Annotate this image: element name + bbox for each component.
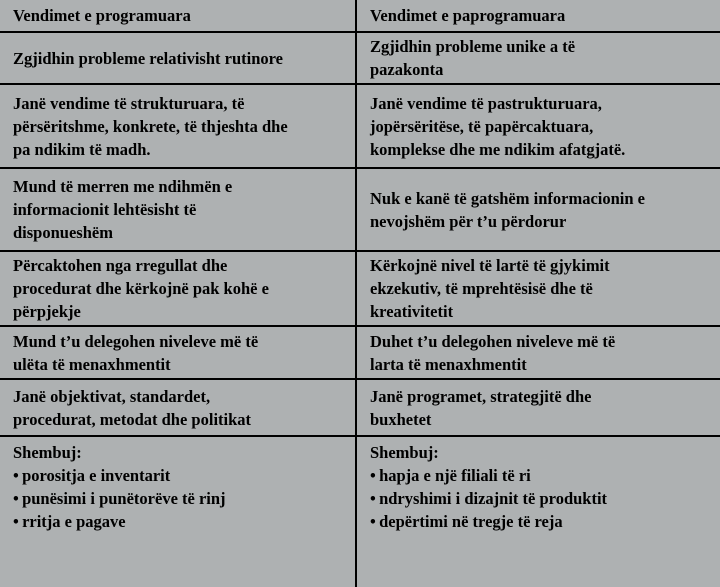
row-information-left xyxy=(0,169,355,250)
row-delegation-left xyxy=(0,327,355,378)
header-left-label: Vendimet e programuara xyxy=(13,6,191,25)
cell-text: larta të menaxhmentit xyxy=(370,354,527,374)
row-examples-left xyxy=(0,437,355,587)
cell-text: Mund t’u delegohen niveleve më të xyxy=(13,331,259,351)
cell-text: pa ndikim të madh. xyxy=(13,139,151,159)
header-unprogrammed-decisions xyxy=(357,0,720,31)
cell-text: përsëritshme, konkrete, të thjeshta dhe xyxy=(13,116,288,136)
cell-text: Janë vendime të pastrukturuara, xyxy=(370,93,602,113)
bullet-icon: • xyxy=(13,466,19,485)
row-structure-right xyxy=(357,85,720,167)
bullet-icon: • xyxy=(13,489,19,508)
row-policies-right xyxy=(357,380,720,435)
bullet-icon: • xyxy=(370,512,376,531)
cell-text: ulëta të menaxhmentit xyxy=(13,354,171,374)
row-information-right xyxy=(357,169,720,250)
bullet-icon: • xyxy=(370,466,376,485)
cell-text: procedurat dhe kërkojnë pak kohë e xyxy=(13,279,269,298)
cell-text: Janë objektivat, standardet, xyxy=(13,386,211,406)
example-text: punësimi i punëtorëve të rinj xyxy=(22,489,226,508)
example-item xyxy=(370,464,716,487)
cell-text: Nuk e kanë të gatshëm informacionin e xyxy=(370,188,645,208)
example-item xyxy=(13,510,349,533)
cell-text: jopërsëritëse, të papërcaktuara, xyxy=(370,116,594,136)
bullet-icon: • xyxy=(13,512,19,531)
cell-text: Janë vendime të strukturuara, të xyxy=(13,93,245,113)
cell-text: procedurat, metodat dhe politikat xyxy=(13,409,252,429)
example-text: depërtimi në tregje të reja xyxy=(379,512,563,531)
cell-text: informacionit lehtësisht të xyxy=(13,200,197,219)
cell-text: Përcaktohen nga rregullat dhe xyxy=(13,256,228,275)
cell-text: Zgjidhin probleme unike a të xyxy=(370,37,576,56)
header-programmed-decisions xyxy=(0,0,355,31)
examples-label: Shembuj: xyxy=(13,443,82,462)
example-text: porositja e inventarit xyxy=(22,466,171,485)
cell-text: komplekse dhe me ndikim afatgjatë. xyxy=(370,139,626,159)
examples-label: Shembuj: xyxy=(370,443,439,462)
cell-text: ekzekutiv, të mprehtësisë dhe të xyxy=(370,279,593,298)
row-examples-right xyxy=(357,437,720,587)
cell-text: Duhet t’u delegohen niveleve më të xyxy=(370,331,616,351)
row-policies-left xyxy=(0,380,355,435)
cell-text: Mund të merren me ndihmën e xyxy=(13,177,233,196)
example-item xyxy=(370,487,716,510)
cell-text: disponueshëm xyxy=(13,223,113,242)
cell-text: kreativitetit xyxy=(370,302,454,321)
cell-text: Zgjidhin probleme relativisht rutinore xyxy=(13,48,283,68)
row-problems-left xyxy=(0,33,355,83)
example-text: hapja e një filiali të ri xyxy=(379,466,531,485)
row-delegation-right xyxy=(357,327,720,378)
header-right-label: Vendimet e paprogramuara xyxy=(370,6,566,25)
example-item xyxy=(13,464,349,487)
cell-text: Janë programet, strategjitë dhe xyxy=(370,386,592,406)
cell-text: pazakonta xyxy=(370,60,444,79)
row-rules-left xyxy=(0,252,355,325)
cell-text: nevojshëm për t’u përdorur xyxy=(370,211,567,231)
cell-text: Kërkojnë nivel të lartë të gjykimit xyxy=(370,256,610,275)
row-structure-left xyxy=(0,85,355,167)
example-text: ndryshimi i dizajnit të produktit xyxy=(379,489,608,508)
example-item xyxy=(13,487,349,510)
example-text: rritja e pagave xyxy=(22,512,126,531)
row-rules-right xyxy=(357,252,720,325)
example-item xyxy=(370,510,716,533)
cell-text: përpjekje xyxy=(13,302,81,321)
cell-text: buxhetet xyxy=(370,409,432,429)
bullet-icon: • xyxy=(370,489,376,508)
row-problems-right xyxy=(357,33,720,83)
